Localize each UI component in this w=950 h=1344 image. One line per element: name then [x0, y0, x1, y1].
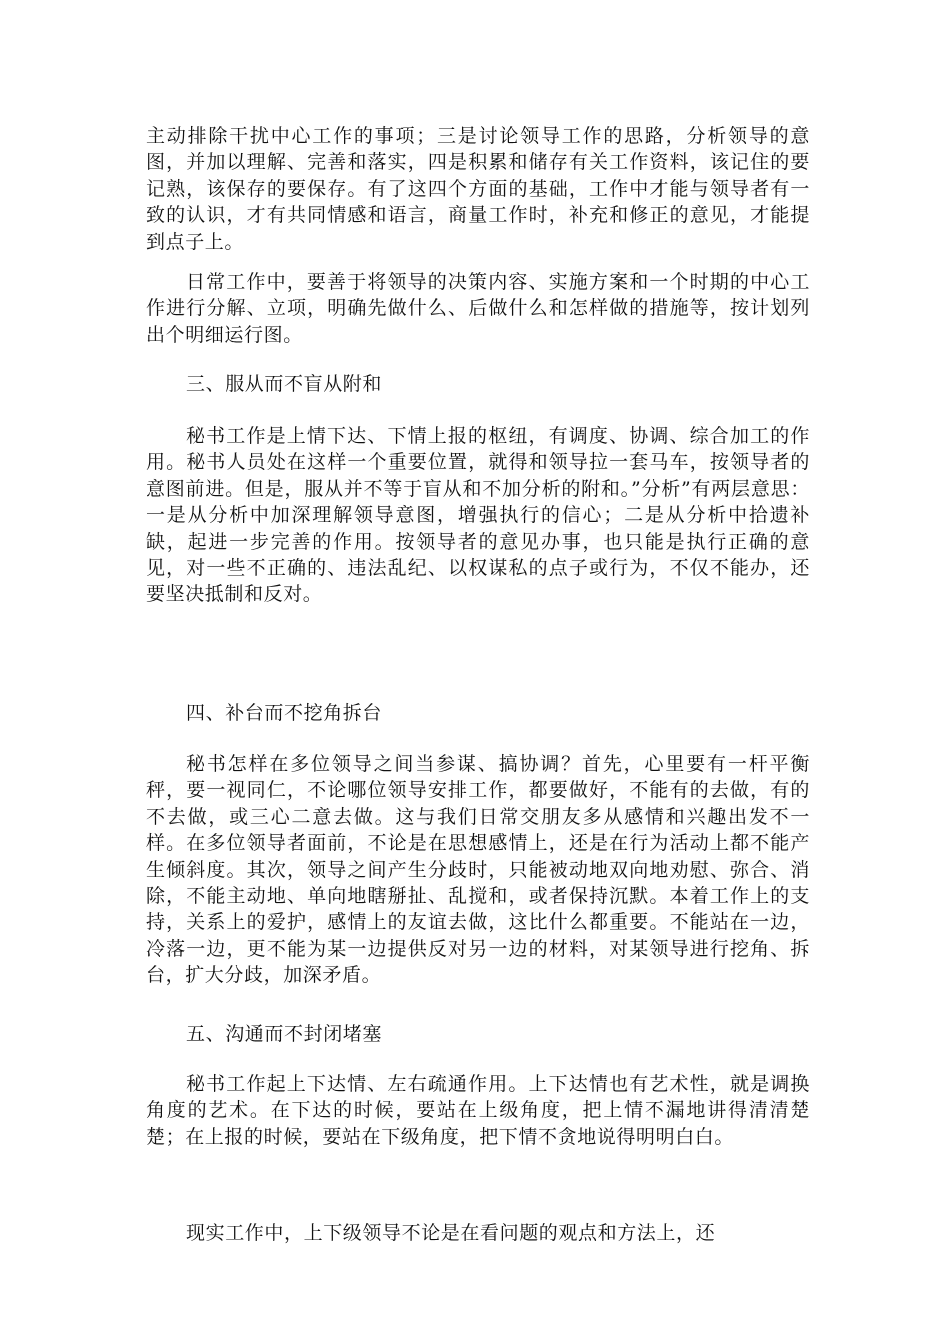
body-paragraph: 秘书怎样在多位领导之间当参谋、搞协调？首先，心里要有一杆平衡秤，要一视同仁，不论哪位领导安排工作，都要做好，不能有的去做，有的不去做，或三心二意去做。这与我们日常交朋友多从感情和兴趣出发不一样。在多位领导者面前，不论是在思想感情上，还是在行为活动上都不能产生倾斜度。其次，领导之间产生分歧时，只能被动地双向地劝慰、弥合、消除，不能主动地、单向地瞎掰扯、乱搅和，或者保持沉默。本着工作上的支持，关系上的爱护，感情上的友谊去做，这比什么都重要。不能站在一边，冷落一边，更不能为某一边提供反对另一边的材料，对某领导进行挖角、拆台，扩大分歧，加深矛盾。 — [146, 753, 810, 987]
body-paragraph: 秘书工作起上下达情、左右疏通作用。上下达情也有艺术性，就是调换角度的艺术。在下达的时候，要站在上级角度，把上情不漏地讲得清清楚楚；在上报的时候，要站在下级角度，把下情不贪地说得明明白白。 — [146, 1073, 810, 1148]
section-heading: 五、沟通而不封闭堵塞 — [186, 1023, 383, 1045]
body-paragraph: 现实工作中，上下级领导不论是在看问题的观点和方法上，还 — [186, 1222, 716, 1244]
body-paragraph: 日常工作中，要善于将领导的决策内容、实施方案和一个时期的中心工作进行分解、立项，明确先做什么、后做什么和怎样做的措施等，按计划列出个明细运行图。 — [146, 271, 810, 346]
section-heading: 四、补台而不挖角拆台 — [186, 702, 383, 724]
body-paragraph: 主动排除干扰中心工作的事项；三是讨论领导工作的思路，分析领导的意图，并加以理解、完善和落实，四是积累和储存有关工作资料，该记住的要记熟，该保存的要保存。有了这四个方面的基础，工作中才能与领导者有一致的认识，才有共同情感和语言，商量工作时，补充和修正的意见，才能提到点子上。 — [146, 125, 810, 253]
section-heading: 三、服从而不盲从附和 — [186, 373, 383, 395]
body-paragraph: 秘书工作是上情下达、下情上报的枢纽，有调度、协调、综合加工的作用。秘书人员处在这样一个重要位置，就得和领导拉一套马车，按领导者的意图前进。但是，服从并不等于盲从和不加分析的附和。”分析”有两层意思：一是从分析中加深理解领导意图，增强执行的信心；二是从分析中拾遗补缺，起进一步完善的作用。按领导者的意见办事，也只能是执行正确的意见，对一些不正确的、违法乱纪、以权谋私的点子或行为，不仅不能办，还要坚决抵制和反对。 — [146, 425, 810, 606]
